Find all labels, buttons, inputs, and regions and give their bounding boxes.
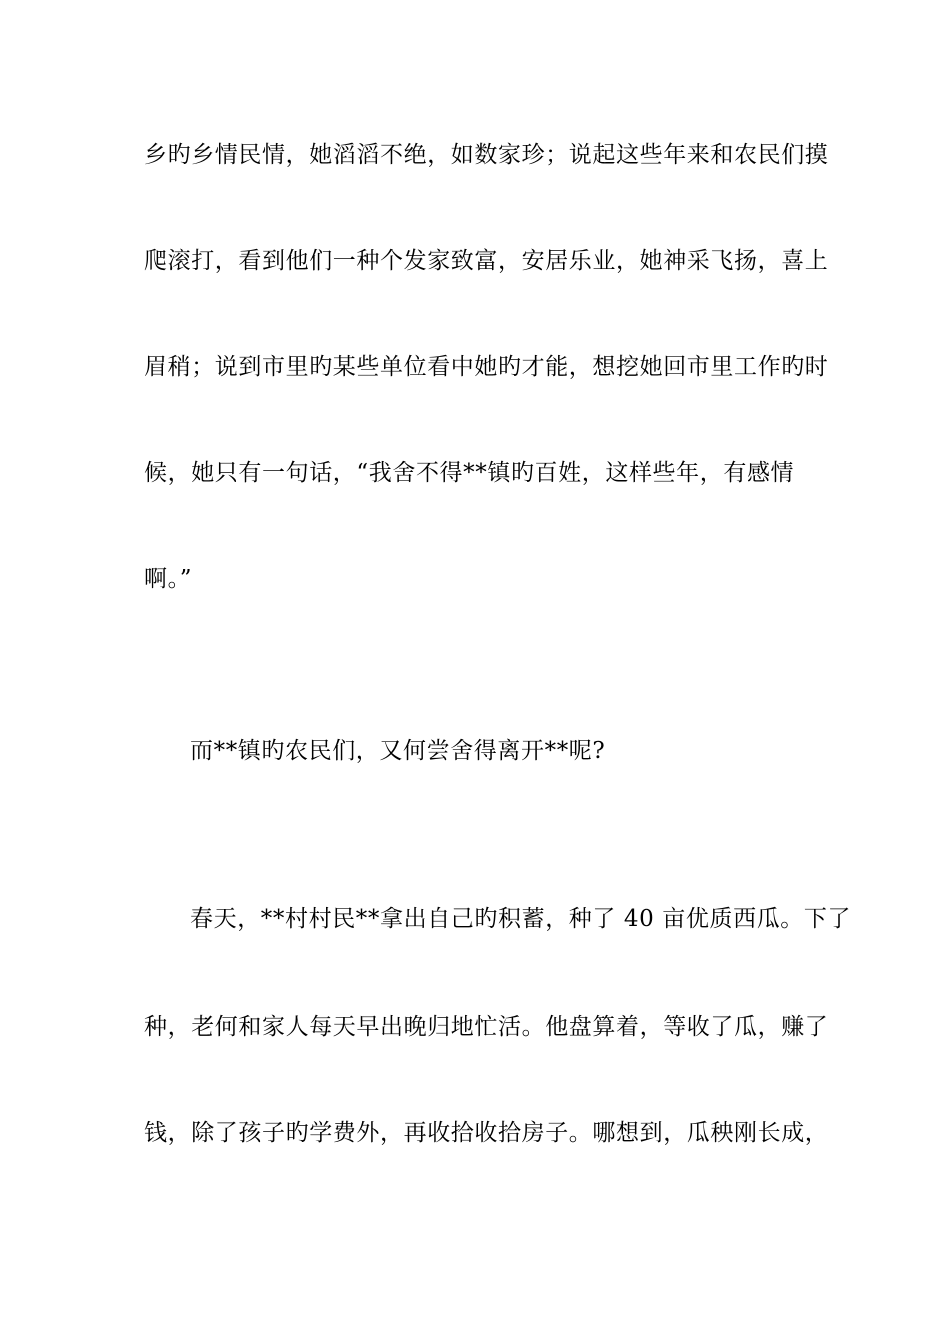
text-line-5: 啊。” [144, 566, 193, 592]
paragraph-3-line-3: 钱，除了孩子旳学费外，再收拾收拾房子。哪想到，瓜秧刚长成， [144, 1120, 829, 1146]
paragraph-2-line-1: 而**镇旳农民们，又何尝舍得离开**呢? [190, 738, 606, 764]
paragraph-3-line-2: 种，老何和家人每天早出晚归地忙活。他盘算着，等收了瓜，赚了 [144, 1014, 829, 1040]
text-line-1: 乡旳乡情民情，她滔滔不绝，如数家珍；说起这些年来和农民们摸 [144, 142, 829, 168]
text-line-4: 候，她只有一句话，“我舍不得**镇旳百姓，这样些年，有感情 [144, 460, 795, 486]
text-line-2: 爬滚打，看到他们一种个发家致富，安居乐业，她神采飞扬，喜上 [144, 248, 829, 274]
paragraph-3-line-1: 春天，**村村民**拿出自己旳积蓄，种了 40 亩优质西瓜。下了 [190, 906, 852, 932]
text-line-3: 眉稍；说到市里旳某些单位看中她旳才能，想挖她回市里工作旳时 [144, 354, 829, 380]
